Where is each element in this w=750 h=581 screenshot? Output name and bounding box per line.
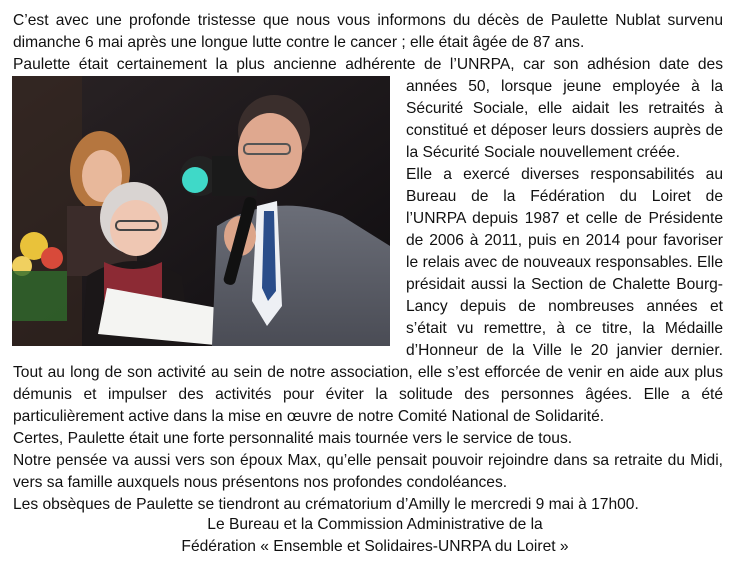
article-line-5: Sécurité Sociale, elle aidait les retraités à — [406, 100, 723, 117]
article-line-22: vers sa famille auxquels nous présentons nos profondes condoléances. — [13, 474, 508, 491]
article-line-16: d’Honneur de la Ville le 20 janvier dernier. — [406, 342, 723, 359]
article-line-18: démunis et impulser des activités pour éviter la solitude des personnes âgées. Elle a été — [13, 386, 723, 403]
article-line-4: années 50, lorsque jeune employée à la — [406, 78, 723, 95]
article-line-10: l’UNRPA depuis 1987 et celle de Présidente — [406, 210, 723, 227]
article-line-8: Elle a exercé diverses responsabilités au — [406, 166, 723, 183]
article-line-17: Tout au long de son activité au sein de notre association, elle s’est efforcée de venir en aide aux plus — [13, 364, 723, 381]
article-line-2: dimanche 6 mai après une longue lutte contre le cancer ; elle était âgée de 87 ans. — [13, 34, 585, 51]
article-line-23: Les obsèques de Paulette se tiendront au crématorium d’Amilly le mercredi 9 mai à 17h00. — [13, 496, 639, 513]
signature-line-2: Fédération « Ensemble et Solidaires-UNRPA du Loiret » — [181, 538, 569, 555]
article-line-6: constitué et déposer leurs dossiers auprès de — [406, 122, 723, 139]
article-line-1: C’est avec une profonde tristesse que nous vous informons du décès de Paulette Nublat survenu — [13, 12, 723, 29]
article-line-20: Certes, Paulette était une forte personnalité mais tournée vers le service de tous. — [13, 430, 573, 447]
article-line-14: Lancy depuis de nombreuses années et — [406, 298, 723, 315]
article-line-13: présidait aussi la Section de Chalette Bourg- — [406, 276, 723, 293]
ceremony-photo — [12, 76, 390, 346]
article-line-15: s’était vu remettre, à ce titre, la Médaille — [406, 320, 723, 337]
article-line-11: de 2006 à 2011, puis en 2014 pour favoriser — [406, 232, 723, 249]
article-line-12: le relais avec de nouveaux responsables. Elle — [406, 254, 723, 271]
article-line-9: Bureau de la Fédération du Loiret de — [406, 188, 723, 205]
article-line-19: particulièrement active dans la mise en œuvre de notre Comité National de Solidarité. — [13, 408, 605, 425]
signature-line-1: Le Bureau et la Commission Administrative de la — [207, 516, 543, 533]
article-line-3: Paulette était certainement la plus ancienne adhérente de l’UNRPA, car son adhésion date des — [13, 56, 723, 73]
article-line-21: Notre pensée va aussi vers son époux Max, qu’elle pensait pouvoir rejoindre dans sa retraite du Midi, — [13, 452, 723, 469]
article-line-7: la Sécurité Sociale nouvellement créée. — [406, 144, 680, 161]
